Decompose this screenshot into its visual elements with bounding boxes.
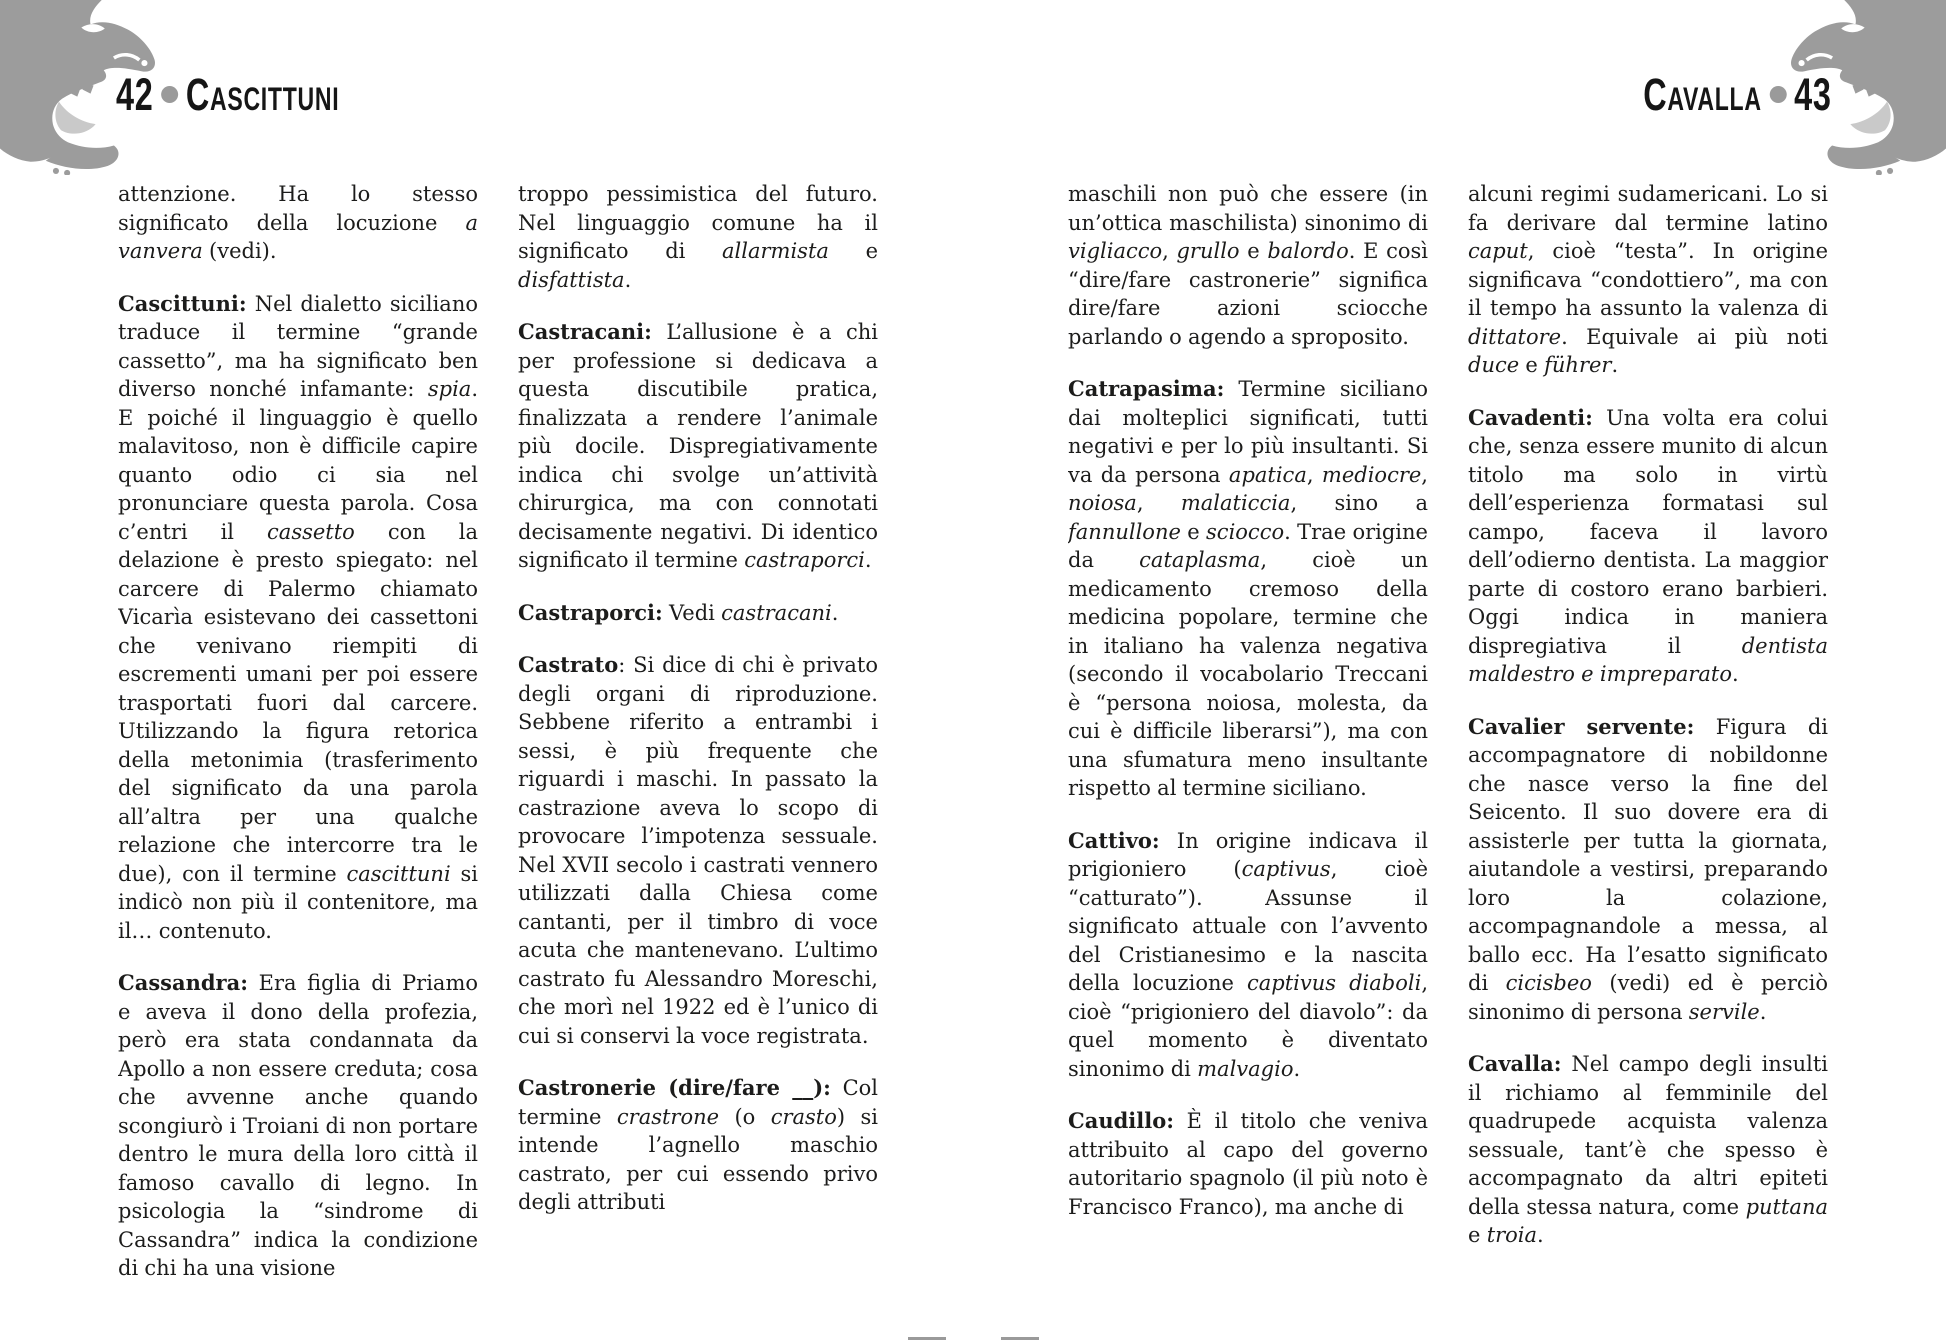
entry-text: attenzione. Ha lo stesso significato della locuzione [118, 182, 478, 235]
entry-headword: Cassandra: [118, 970, 248, 995]
entry-text: . Trae origine da [1068, 519, 1428, 572]
entry-text: e [828, 239, 878, 263]
entry-text: castracani [721, 600, 832, 625]
page-bottom-mark [908, 1337, 946, 1340]
entry-text: . [864, 548, 872, 572]
entry-text: . [1759, 999, 1767, 1024]
right-page-column-1 [1068, 180, 1428, 1292]
entry-text: troia [1486, 1223, 1538, 1247]
entry-headword: Cavadenti: [1468, 404, 1593, 430]
entry-headword: Castrato [518, 652, 619, 677]
entry-text: maschili non può che essere (in un’ottica maschilista) sinonimo di [1068, 182, 1428, 235]
entry-text: malaticcia [1180, 491, 1291, 515]
entry-text: , sino a [1290, 491, 1428, 515]
entry-text: servile [1688, 999, 1760, 1024]
entry-text: (o [719, 1104, 771, 1129]
entry-paragraph [1068, 827, 1428, 1084]
entry-paragraph [518, 1074, 878, 1217]
entry-text: . [1611, 353, 1619, 377]
entry-text: . [1293, 1056, 1301, 1081]
entry-text: Vedi [662, 600, 722, 625]
entry-paragraph [1468, 713, 1828, 1027]
entry-text: malvagio [1197, 1056, 1294, 1081]
entry-text: noiosa [1068, 491, 1137, 515]
entry-text: grullo [1176, 239, 1240, 263]
entry-text: Nel dialetto siciliano traduce il termine “grande cassetto”, ma ha significato ben diverso nonché infamante: [118, 291, 478, 401]
entry-text: , [1306, 462, 1322, 487]
entry-paragraph [518, 180, 878, 294]
entry-headword: Catrapasima: [1068, 376, 1225, 401]
entry-text: apatica [1228, 462, 1307, 487]
entry-paragraph [1068, 375, 1428, 803]
entry-text: cicisbeo [1505, 971, 1592, 995]
entry-text: . E così “dire/fare castronerie” significa dire/fare azioni sciocche parlando o agendo a sproposito. [1068, 239, 1428, 349]
entry-text: cataplasma [1139, 548, 1261, 572]
entry-paragraph [518, 651, 878, 1050]
entry-text: . E poiché il linguaggio è quello malavitoso, non è difficile capire quanto odio ci sia nel pronunciare questa parola. Cosa c’entri il [118, 377, 478, 544]
entry-text: dittatore [1468, 324, 1562, 349]
entry-text: . [624, 267, 632, 292]
entry-text: . [831, 600, 839, 625]
entry-text: crasto [770, 1104, 837, 1129]
entry-text: a vanvera [118, 210, 478, 263]
entry-text: (vedi) ed è perciò sinonimo di persona [1468, 971, 1828, 1024]
entry-text: allarmista [722, 239, 829, 263]
right-page-number: 43 [1794, 69, 1832, 120]
left-page-header [116, 69, 340, 120]
entry-text: , [1421, 462, 1428, 487]
entry-text: . Equivale ai più noti [1561, 324, 1828, 349]
entry-headword: Cavalier servente: [1468, 713, 1695, 739]
entry-text: , cioè “testa”. In origine significava “condottiero”, ma con il tempo ha assunto la valenza di [1468, 239, 1828, 320]
entry-text: Una volta era colui che, senza essere munito di alcun titolo ma solo in virtù dell’esperienza formatasi sul campo, faceva il lavoro dell’odierno dentista. La maggior parte di costoro erano barbieri. Oggi indica in maniera dispregiativa il [1468, 405, 1828, 658]
entry-text: , [1136, 491, 1181, 515]
entry-text: mediocre [1321, 462, 1422, 487]
entry-headword: Cattivo: [1068, 827, 1160, 853]
entry-headword: Castronerie (dire/fare __): [518, 1075, 831, 1100]
entry-text: cassetto [267, 519, 355, 544]
entry-text: dentista maldestro e impreparato [1468, 633, 1828, 686]
right-running-title: cavalla [1643, 69, 1763, 120]
entry-text: e [1180, 519, 1207, 544]
entry-text: Era figlia di Priamo e aveva il dono della profezia, però era stata condannata da Apollo a non essere creduta; cosa che avvenne anche quando scongiurò i Troiani di non portare dentro le mura della loro città il famoso cavallo di legno. In psicologia la “sindrome di Cassandra” indica la condizione di chi ha una visione [118, 971, 478, 1280]
entry-text: troppo pessimistica del futuro. Nel linguaggio comune ha il significato di [518, 182, 878, 263]
entry-text: (vedi). [202, 239, 277, 263]
entry-text: captivus [1241, 857, 1331, 881]
entry-text: ) si intende l’agnello maschio castrato, per cui essendo privo degli attributi [518, 1104, 878, 1214]
entry-headword: Caudillo: [1068, 1108, 1174, 1133]
entry-paragraph [1468, 1050, 1828, 1250]
entry-paragraph [118, 290, 478, 946]
entry-text: si indicò non più il contenitore, ma il… contenuto. [118, 861, 478, 943]
entry-text: Termine siciliano dai molteplici significati, tutti negativi e per lo più insultanti. Si va da persona [1068, 377, 1428, 487]
entry-paragraph [118, 180, 478, 266]
entry-text: castraporci [744, 548, 865, 572]
entry-paragraph [518, 599, 878, 628]
entry-paragraph [1468, 180, 1828, 380]
entry-text: , cioè “catturato”). Assunse il significato attuale con l’avvento del Cristianesimo e la nascita della locuzione [1068, 857, 1428, 995]
entry-text: , cioè un medicamento cremoso della medicina popolare, termine che in italiano ha valenza negativa (secondo il vocabolario Treccani è “persona noiosa, molesta, da cui è difficile liberarsi”), ma con una sfumatura meno insultante rispetto al termine siciliano. [1068, 548, 1428, 800]
header-bullet-icon [1770, 86, 1787, 103]
left-page-column-2 [518, 180, 878, 1292]
entry-text: e [1519, 353, 1545, 377]
entry-text: Col termine [518, 1076, 878, 1129]
entry-text: disfattista [518, 267, 625, 292]
page-bottom-mark [1001, 1337, 1039, 1340]
entry-text: , cioè “prigioniero del diavolo”: da quel momento è diventato sinonimo di [1068, 971, 1428, 1081]
entry-text: . [1732, 662, 1739, 686]
entry-text: e [1239, 239, 1268, 263]
entry-headword: Castraporci: [518, 599, 663, 625]
entry-text: L’allusione è a chi per professione si dedicava a questa discutibile pratica, finalizzata a rendere l’animale più docile. Dispregiativamente indica chi svolge un’attività chirurgica, ma con connotati decisamente negativi. Di identico significato il termine [518, 320, 878, 572]
entry-text: sciocco [1206, 519, 1285, 544]
entry-text: In origine indicava il prigioniero ( [1068, 828, 1428, 881]
entry-paragraph [118, 969, 478, 1283]
entry-text: spia [427, 377, 472, 401]
entry-text: vigliacco [1068, 239, 1163, 263]
entry-text: Figura di accompagnatore di nobildonne che nasce verso la fine del Seicento. Il suo dovere era di assisterle per tutta la giornata, aiutandole a vestirsi, preparando loro la colazione, accompagnandole a messa, al ballo ecc. Ha l’esatto significato di [1468, 714, 1828, 995]
entry-text: . [1537, 1223, 1544, 1247]
entry-text: fannullone [1068, 519, 1181, 544]
entry-text: , [1162, 239, 1177, 263]
entry-text: e [1468, 1223, 1487, 1247]
right-page-header [1643, 69, 1832, 120]
entry-text: puttana [1745, 1194, 1828, 1219]
left-running-title: cascittuni [185, 69, 340, 120]
entry-text: balordo [1267, 239, 1349, 263]
entry-text: : Si dice di chi è privato degli organi di riproduzione. Sebbene riferito a entrambi i sessi, è più frequente che riguardi i maschi. In passato la castrazione aveva lo scopo di provocare l’impotenza sessuale. Nel XVII secolo i castrati vennero utilizzati dalla Chiesa come cantanti, per il timbro di voce acuta che mantenevano. L’ultimo castrato fu Alessandro Moreschi, che morì nel 1922 ed è l’unico di cui si conservi la voce registrata. [518, 653, 878, 1048]
entry-headword: Castracani: [518, 319, 652, 344]
entry-text: caput [1468, 239, 1528, 263]
entry-headword: Cascittuni: [118, 290, 247, 316]
entry-text: alcuni regimi sudamericani. Lo si fa derivare dal termine latino [1468, 182, 1828, 235]
entry-text: Nel campo degli insulti il richiamo al femminile del quadrupede acquista valenza sessuale, tant’è che spesso è accompagnato da altri epiteti della stessa natura, come [1468, 1052, 1828, 1219]
entry-paragraph [1068, 1107, 1428, 1221]
entry-paragraph [518, 318, 878, 575]
right-page-column-2 [1468, 180, 1828, 1292]
left-page-number: 42 [116, 69, 154, 120]
entry-text: führer [1544, 353, 1612, 377]
entry-text: È il titolo che veniva attribuito al capo del governo autoritario spagnolo (il più noto è Francisco Franco), ma anche di [1068, 1109, 1428, 1219]
entry-text: duce [1468, 353, 1520, 377]
entry-paragraph [1068, 180, 1428, 351]
entry-paragraph [1468, 404, 1828, 689]
entry-headword: Cavalla: [1468, 1051, 1562, 1076]
header-bullet-icon [161, 86, 178, 103]
entry-text: con la delazione è presto spiegato: nel carcere di Palermo chiamato Vicarìa esistevano dei cassettoni che venivano riempiti di escrementi umani per poi essere trasportati fuori dal carcere. Utilizzando la figura retorica della metonimia (trasferimento del significato da una parola all’altra per una qualche relazione che intercorre tra le due), con il termine [118, 519, 478, 886]
entry-text: captivus diaboli [1247, 971, 1422, 995]
entry-text: cascittuni [346, 861, 451, 886]
left-page-column-1 [118, 180, 478, 1292]
entry-text: crastrone [616, 1104, 720, 1129]
